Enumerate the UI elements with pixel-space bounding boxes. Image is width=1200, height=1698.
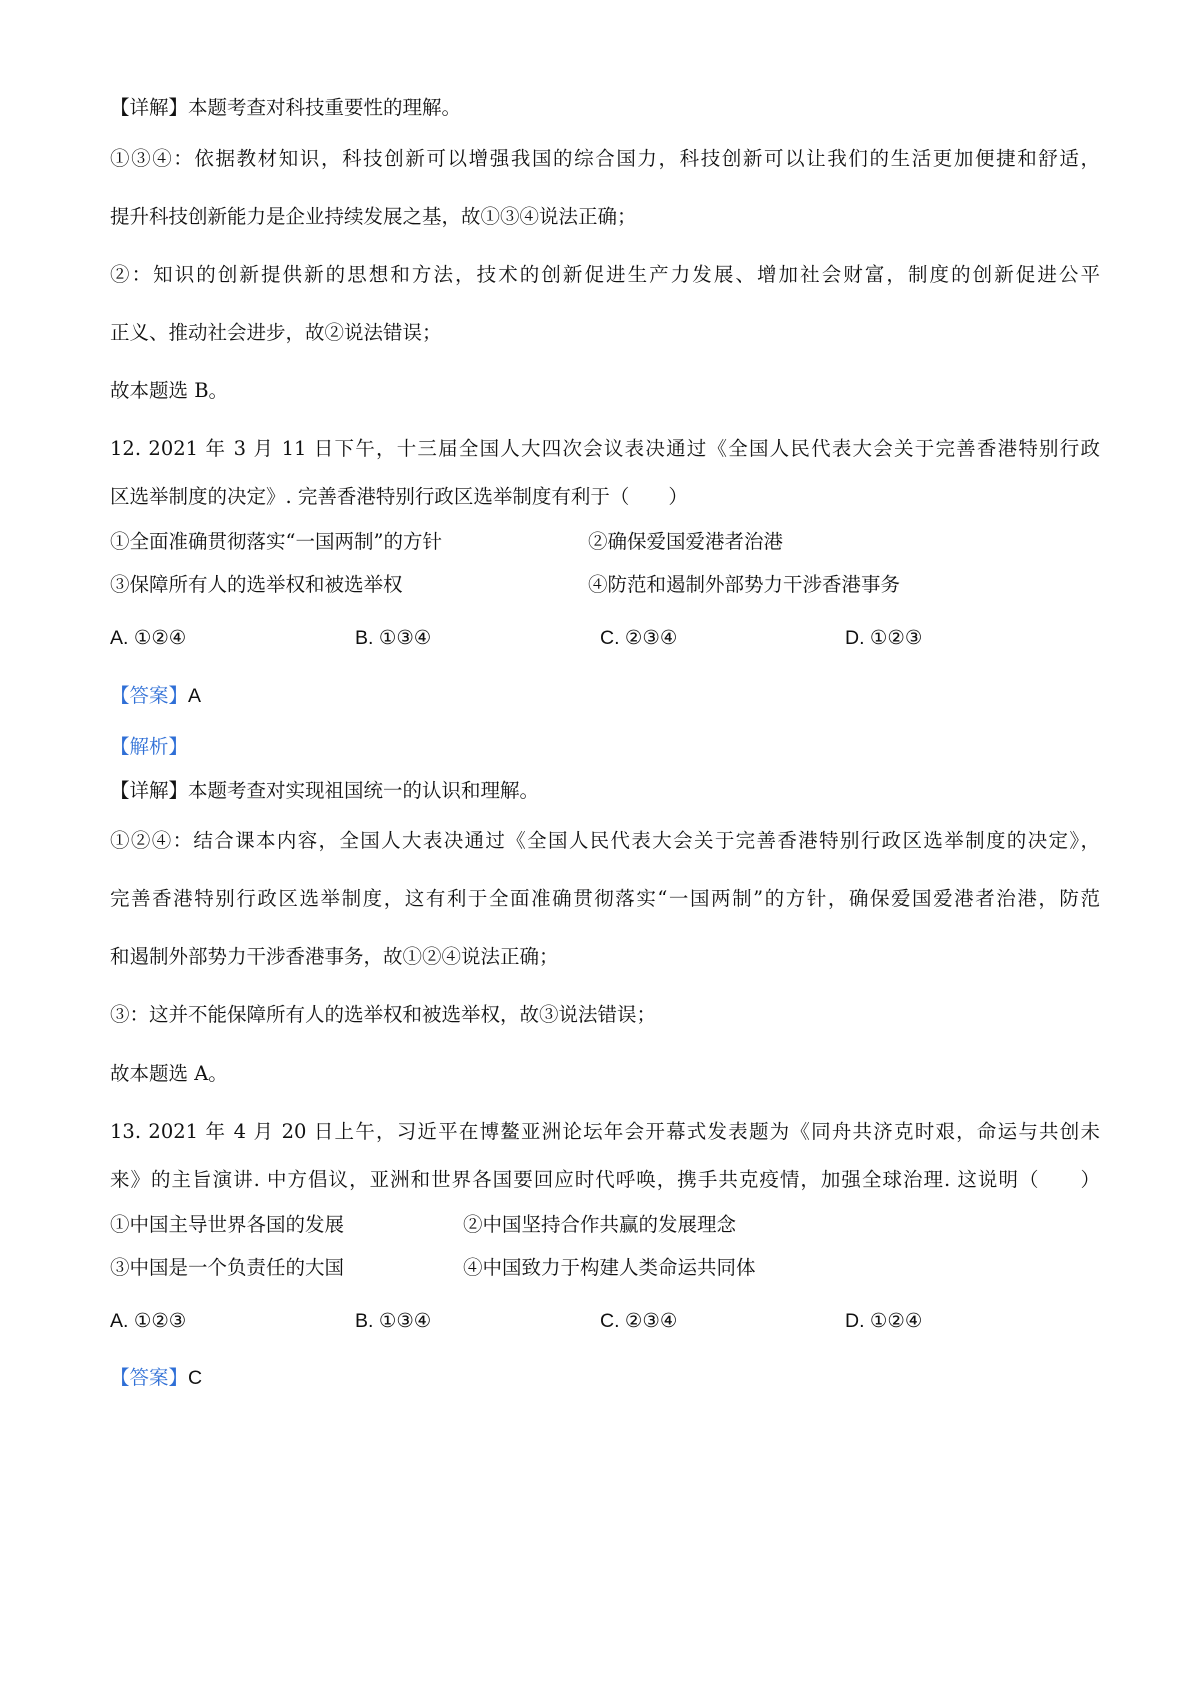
q11-detail-paragraph-2-line-1: ②：知识的创新提供新的思想和方法，技术的创新促进生产力发展、增加社会财富，制度的创新促进公平 — [110, 263, 1100, 286]
q12-analysis-label: 【解析】 — [110, 735, 189, 758]
q12-item-4: ④防范和遏制外部势力干涉香港事务 — [588, 573, 901, 596]
q13-stem-line-1: 13. 2021 年 4 月 20 日上午，习近平在博鳌亚洲论坛年会开幕式发表题为《同舟共济克时艰，命运与共创未 — [110, 1120, 1100, 1143]
q13-answer-row — [110, 1364, 202, 1392]
q12-option-a: A. ①②④ — [110, 627, 187, 649]
q12-detail-1-line-2: 完善香港特别行政区选举制度，这有利于全面准确贯彻落实“一国两制”的方针，确保爱国爱港者治港，防范 — [110, 887, 1100, 910]
q12-answer-row — [110, 682, 201, 710]
q13-answer-value: C — [188, 1367, 203, 1389]
q13-option-b: B. ①③④ — [355, 1310, 432, 1332]
q13-option-a: A. ①②③ — [110, 1310, 187, 1332]
q11-conclusion: 故本题选 B。 — [110, 379, 229, 402]
q12-answer-label: 【答案】 — [110, 684, 189, 707]
q13-item-1: ①中国主导世界各国的发展 — [110, 1213, 345, 1236]
q13-answer-label: 【答案】 — [110, 1366, 189, 1389]
q12-detail-1-line-1: ①②④：结合课本内容，全国人大表决通过《全国人民代表大会关于完善香港特别行政区选举制度的决定》， — [110, 829, 1100, 852]
q11-detail-paragraph-1-line-1: ①③④：依据教材知识，科技创新可以增强我国的综合国力，科技创新可以让我们的生活更加便捷和舒适， — [110, 147, 1100, 170]
q13-stem-line-2: 来》的主旨演讲. 中方倡议，亚洲和世界各国要回应时代呼唤，携手共克疫情，加强全球治理. 这说明（ ） — [110, 1168, 1100, 1191]
q12-stem-line-2: 区选举制度的决定》. 完善香港特别行政区选举制度有利于（ ） — [110, 485, 688, 508]
q12-detail-1-line-3: 和遏制外部势力干涉香港事务，故①②④说法正确； — [110, 945, 559, 968]
q11-detail-paragraph-2-line-2: 正义、推动社会进步，故②说法错误； — [110, 321, 442, 344]
q13-item-4: ④中国致力于构建人类命运共同体 — [463, 1256, 756, 1279]
q12-answer-value: A — [188, 685, 202, 707]
q13-option-c: C. ②③④ — [600, 1310, 678, 1332]
q12-option-d: D. ①②③ — [845, 627, 923, 649]
q13-item-3: ③中国是一个负责任的大国 — [110, 1256, 345, 1279]
q12-option-b: B. ①③④ — [355, 627, 432, 649]
q12-stem-line-1: 12. 2021 年 3 月 11 日下午，十三届全国人大四次会议表决通过《全国人民代表大会关于完善香港特别行政 — [110, 437, 1100, 460]
q12-detail-2: ③：这并不能保障所有人的选举权和被选举权，故③说法错误； — [110, 1003, 657, 1026]
q12-conclusion: 故本题选 A。 — [110, 1062, 228, 1085]
q12-item-3: ③保障所有人的选举权和被选举权 — [110, 573, 403, 596]
q12-detail-heading: 【详解】本题考查对实现祖国统一的认识和理解。 — [110, 779, 540, 802]
q12-item-1: ①全面准确贯彻落实“一国两制”的方针 — [110, 530, 442, 553]
q13-item-2: ②中国坚持合作共赢的发展理念 — [463, 1213, 737, 1236]
q12-option-c: C. ②③④ — [600, 627, 678, 649]
q11-detail-paragraph-1-line-2: 提升科技创新能力是企业持续发展之基，故①③④说法正确； — [110, 205, 637, 228]
q13-option-d: D. ①②④ — [845, 1310, 923, 1332]
q11-detail-heading: 【详解】本题考查对科技重要性的理解。 — [110, 96, 462, 119]
q12-item-2: ②确保爱国爱港者治港 — [588, 530, 784, 553]
